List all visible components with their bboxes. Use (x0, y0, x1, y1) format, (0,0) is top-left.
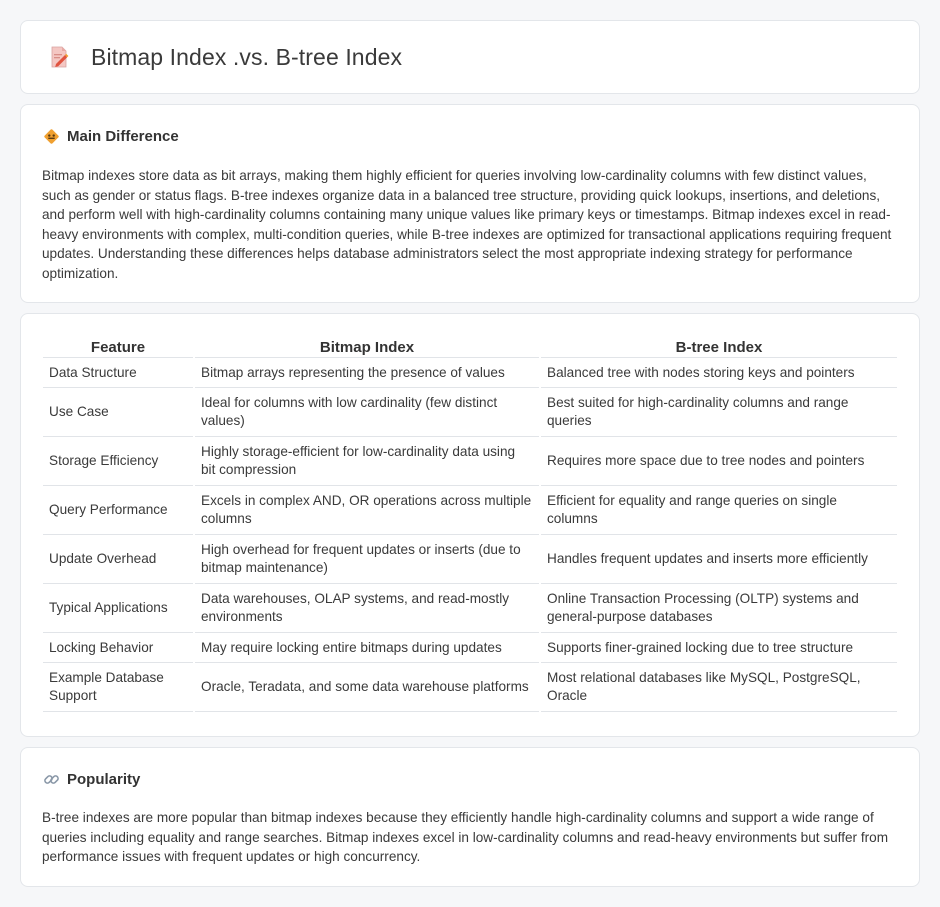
btree-cell: Handles frequent updates and inserts more efficiently (541, 535, 897, 584)
feature-cell: Storage Efficiency (43, 437, 193, 486)
btree-cell: Balanced tree with nodes storing keys and pointers (541, 358, 897, 388)
bitmap-cell: Bitmap arrays representing the presence of values (195, 358, 539, 388)
document-pencil-icon (47, 45, 71, 69)
table-row (43, 584, 897, 633)
comparison-table (41, 336, 899, 712)
main-difference-heading: Main Difference (67, 128, 179, 145)
btree-cell: Efficient for equality and range queries on single columns (541, 486, 897, 535)
main-difference-text: Bitmap indexes store data as bit arrays, making them highly efficient for queries involving low-cardinality columns with few distinct values, such as gender or status flags. B-tree indexes organize data in a balanced tree structure, providing quick lookups, insertions, and deletions, and perform well with high-cardinality columns containing many unique values like primary keys or timestamps. Bitmap indexes excel in read-heavy environments with complex, multi-condition queries, while B-tree indexes are optimized for transactional applications requiring frequent updates. Understanding these differences helps database administrators select the most appropriate indexing strategy for performance optimization. (42, 168, 892, 281)
btree-cell: Supports finer-grained locking due to tree structure (541, 633, 897, 663)
btree-cell: Most relational databases like MySQL, PostgreSQL, Oracle (541, 663, 897, 712)
bitmap-cell: Ideal for columns with low cardinality (few distinct values) (195, 388, 539, 437)
feature-cell: Example Database Support (43, 663, 193, 712)
popularity-heading: Popularity (67, 771, 141, 788)
bitmap-cell: Data warehouses, OLAP systems, and read-mostly environments (195, 584, 539, 633)
feature-cell: Use Case (43, 388, 193, 437)
comparison-card (20, 313, 920, 737)
table-row (43, 437, 897, 486)
table-row (43, 535, 897, 584)
header-btree-index: B-tree Index (541, 336, 897, 358)
table-header-row (43, 336, 897, 358)
bitmap-cell: Highly storage-efficient for low-cardinality data using bit compression (195, 437, 539, 486)
table-row (43, 388, 897, 437)
popularity-text: B-tree indexes are more popular than bitmap indexes because they efficiently handle high-cardinality columns and support a wide range of queries including equality and range searches. Bitmap indexes excel in low-cardinality columns and read-heavy environments but suffer from performance issues with frequent updates or high concurrency. (42, 810, 889, 865)
bitmap-cell: Oracle, Teradata, and some data warehouse platforms (195, 663, 539, 712)
table-row (43, 633, 897, 663)
feature-cell: Locking Behavior (43, 633, 193, 663)
btree-cell: Requires more space due to tree nodes and pointers (541, 437, 897, 486)
header-bitmap-index: Bitmap Index (195, 336, 539, 358)
link-icon (43, 771, 60, 788)
popularity-card (20, 747, 920, 887)
table-row (43, 486, 897, 535)
main-difference-card (20, 104, 920, 303)
diamond-warning-icon (43, 128, 60, 145)
page-title: Bitmap Index .vs. B-tree Index (91, 43, 403, 70)
feature-cell: Update Overhead (43, 535, 193, 584)
bitmap-cell: May require locking entire bitmaps during updates (195, 633, 539, 663)
btree-cell: Best suited for high-cardinality columns and range queries (541, 388, 897, 437)
btree-cell: Online Transaction Processing (OLTP) systems and general-purpose databases (541, 584, 897, 633)
header-feature: Feature (43, 336, 193, 358)
feature-cell: Typical Applications (43, 584, 193, 633)
title-card (20, 20, 920, 94)
feature-cell: Data Structure (43, 358, 193, 388)
bitmap-cell: Excels in complex AND, OR operations across multiple columns (195, 486, 539, 535)
bitmap-cell: High overhead for frequent updates or inserts (due to bitmap maintenance) (195, 535, 539, 584)
table-row (43, 358, 897, 388)
feature-cell: Query Performance (43, 486, 193, 535)
table-row (43, 663, 897, 712)
